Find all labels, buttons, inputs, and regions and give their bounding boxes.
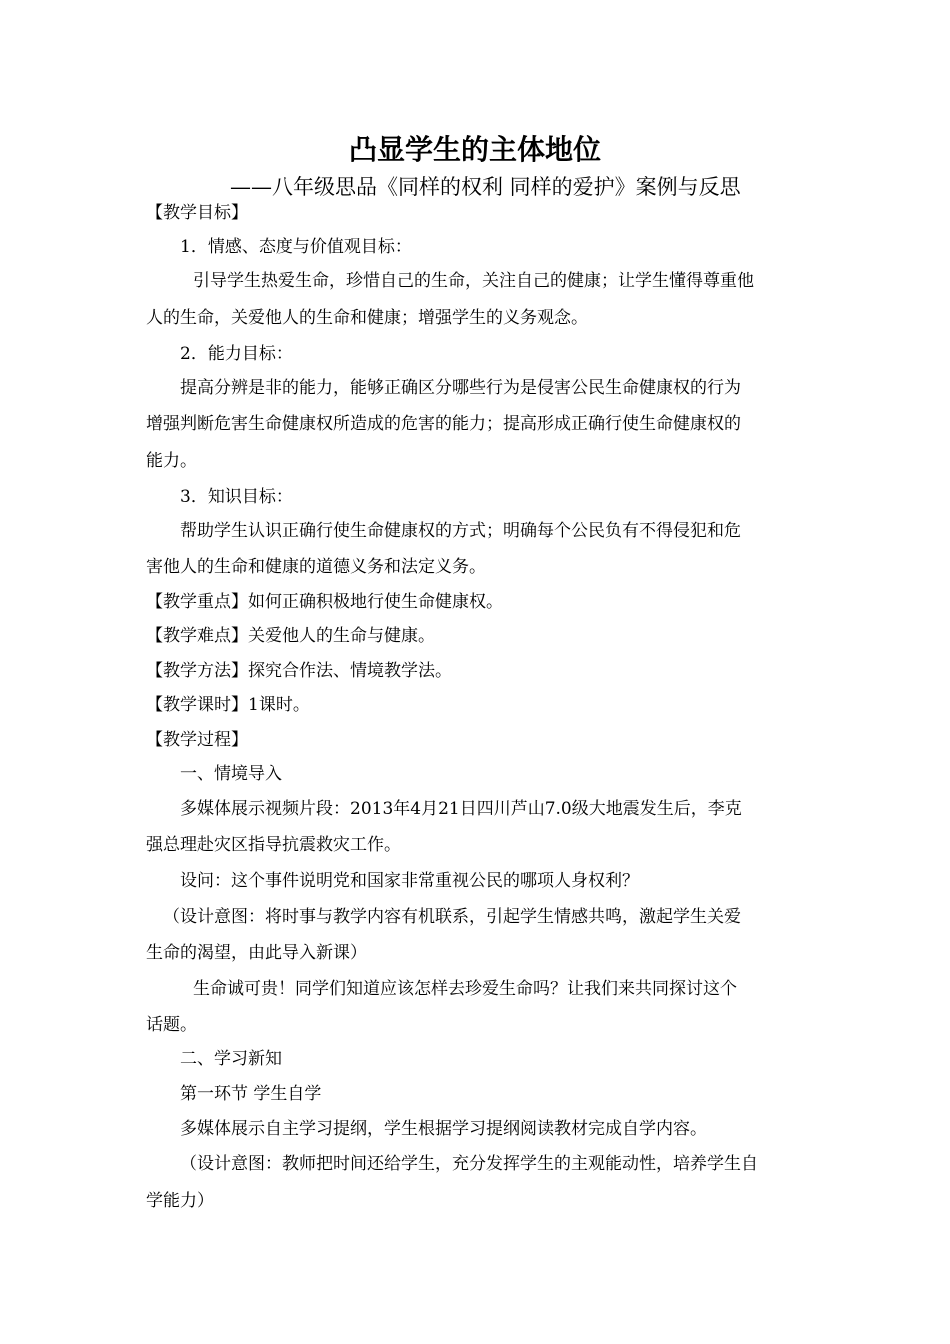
teaching-difficulty: 【教学难点】关爱他人的生命与健康。: [146, 626, 435, 646]
design-intent: （设计意图：教师把时间还给学生，充分发挥学生的主观能动性，培养学生自: [180, 1154, 758, 1174]
paragraph-line: 生命的渴望，由此导入新课）: [146, 943, 367, 963]
paragraph-line: 增强判断危害生命健康权所造成的危害的能力；提高形成正确行使生命健康权的: [146, 414, 741, 434]
subsection-heading: 一、情境导入: [180, 764, 282, 784]
objective-heading-1: 1．情感、态度与价值观目标：: [180, 237, 412, 257]
paragraph-line: 多媒体展示自主学习提纲，学生根据学习提纲阅读教材完成自学内容。: [180, 1119, 707, 1139]
design-intent: （设计意图：将时事与教学内容有机联系，引起学生情感共鸣，激起学生关爱: [163, 907, 741, 927]
teaching-method: 【教学方法】探究合作法、情境教学法。: [146, 661, 452, 681]
paragraph-line: 提高分辨是非的能力，能够正确区分哪些行为是侵害公民生命健康权的行为: [180, 378, 741, 398]
paragraph-line: 害他人的生命和健康的道德义务和法定义务。: [146, 557, 486, 577]
paragraph-line: 人的生命，关爱他人的生命和健康；增强学生的义务观念。: [146, 308, 588, 328]
subsection-heading: 二、学习新知: [180, 1049, 282, 1069]
paragraph-line: 能力。: [146, 451, 197, 471]
subsection-heading: 第一环节 学生自学: [180, 1084, 322, 1104]
paragraph-line: 学能力）: [146, 1191, 214, 1211]
teaching-focus: 【教学重点】如何正确积极地行使生命健康权。: [146, 592, 503, 612]
paragraph-line: 引导学生热爱生命，珍惜自己的生命，关注自己的健康；让学生懂得尊重他: [193, 271, 754, 291]
document-subtitle: ——八年级思品《同样的权利 同样的爱护》案例与反思: [230, 175, 741, 199]
section-heading-objectives: 【教学目标】: [146, 203, 248, 223]
document-title: 凸显学生的主体地位: [348, 133, 601, 166]
teaching-hours: 【教学课时】1课时。: [146, 695, 310, 715]
paragraph-line: 设问：这个事件说明党和国家非常重视公民的哪项人身权利？: [180, 871, 639, 891]
section-heading-process: 【教学过程】: [146, 730, 248, 750]
paragraph-line: 多媒体展示视频片段：2013年4月21日四川芦山7.0级大地震发生后，李克: [180, 799, 742, 819]
paragraph-line: 帮助学生认识正确行使生命健康权的方式；明确每个公民负有不得侵犯和危: [180, 521, 741, 541]
objective-heading-3: 3．知识目标：: [180, 487, 293, 507]
paragraph-line: 强总理赴灾区指导抗震救灾工作。: [146, 835, 401, 855]
paragraph-line: 话题。: [146, 1015, 197, 1035]
objective-heading-2: 2．能力目标：: [180, 344, 293, 364]
paragraph-line: 生命诚可贵！同学们知道应该怎样去珍爱生命吗？让我们来共同探讨这个: [193, 979, 737, 999]
